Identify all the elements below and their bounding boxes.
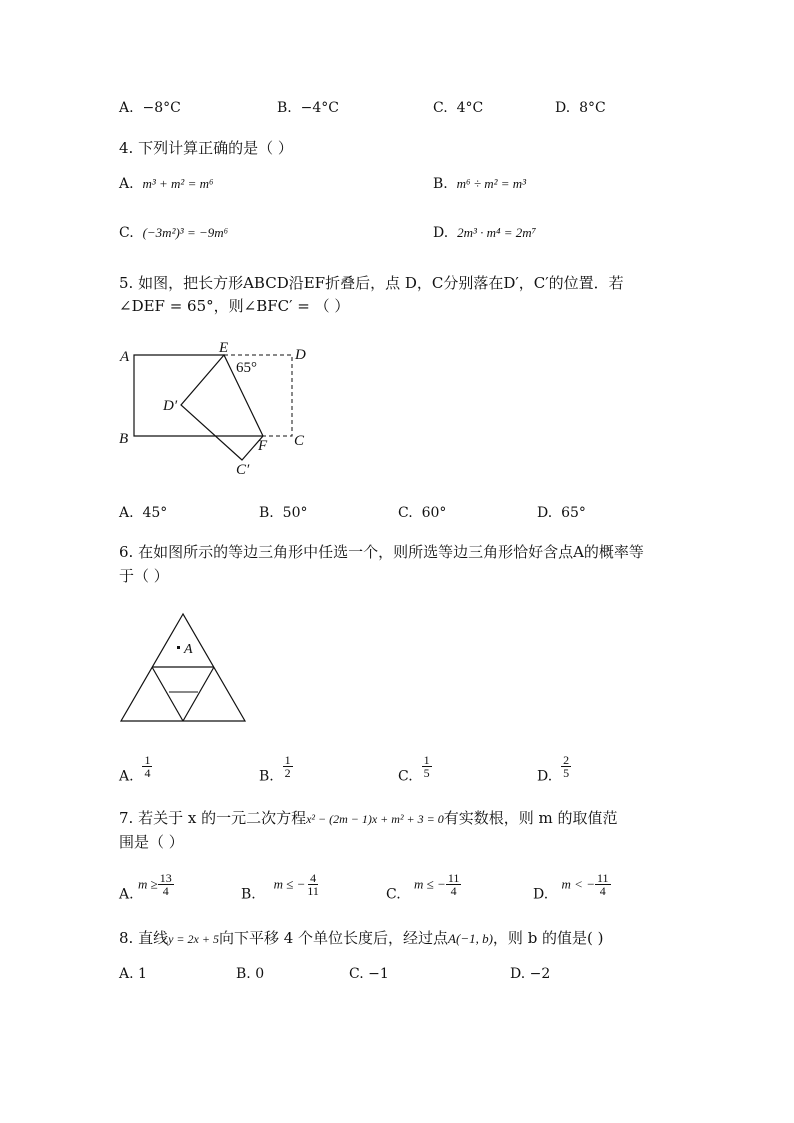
option-letter: D. [433, 225, 449, 241]
q8-option-a [119, 966, 147, 982]
q7-equation: x² − (2m − 1)x + m² + 3 = 0 [306, 812, 444, 826]
q3-option-b [277, 100, 339, 116]
denominator: 4 [450, 884, 457, 898]
q5-stem-line1: 5. 如图，把长方形ABCD沿EF折叠后，点 D，C分别落在D′，C′的位置．若 [119, 274, 624, 292]
label-a: A [184, 642, 193, 657]
q7-stem-line2: 围是（ ） [119, 833, 184, 851]
q5-option-b [259, 505, 307, 521]
q6-triangle-figure [115, 608, 255, 728]
q6-stem-line1: 6. 在如图所示的等边三角形中任选一个，则所选等边三角形恰好含点A的概率等 [119, 543, 644, 561]
option-letter: C. [386, 886, 401, 903]
option-letter: A. [119, 505, 134, 521]
q8-option-b [236, 966, 264, 982]
denominator: 4 [144, 766, 151, 780]
denominator: 11 [307, 884, 319, 898]
q8-line-equation: y = 2x + 5 [168, 932, 219, 946]
option-letter: B. [259, 505, 274, 521]
q4-stem: 4. 下列计算正确的是（ ） [119, 139, 293, 157]
label-d: D [295, 347, 306, 363]
q6-stem-line2: 于（ ） [119, 567, 169, 585]
label-a: A [120, 349, 130, 365]
q5-option-a [119, 505, 167, 521]
option-letter: C. [349, 966, 364, 982]
inner-left-line [152, 667, 183, 721]
q8-stem-pre: 8. 直线 [119, 929, 169, 947]
option-text: −2 [529, 966, 551, 982]
q8-stem-mid: 向下平移 4 个单位长度后，经过点 [218, 929, 449, 947]
option-lhs: m ≥ [138, 876, 158, 892]
option-text: 0 [255, 966, 265, 982]
option-text: −8°C [142, 100, 181, 116]
denominator: 2 [284, 766, 291, 780]
option-text: 1 [138, 966, 147, 982]
q6-option-a [119, 754, 152, 785]
q7-stem-pre: 7. 若关于 x 的一元二次方程 [119, 809, 307, 827]
numerator: 11 [596, 871, 609, 885]
q4-option-d [433, 225, 536, 241]
option-lhs: m ≤ − [273, 876, 306, 892]
fraction [422, 754, 432, 779]
q7-option-b [241, 872, 321, 903]
option-letter: A. [119, 176, 134, 192]
q4-option-a [119, 176, 214, 192]
numerator: 13 [159, 871, 172, 885]
q8-point: A(−1, b) [448, 931, 493, 946]
option-text: 50° [282, 505, 308, 521]
label-f: F [258, 438, 268, 454]
option-letter: D. [510, 966, 526, 982]
option-letter: A. [119, 966, 134, 982]
fraction [595, 872, 611, 897]
q7-option-d [533, 872, 611, 903]
denominator: 5 [563, 766, 570, 780]
option-letter: D. [533, 886, 549, 903]
numerator: 2 [563, 753, 570, 767]
q8-stem-post: ，则 b 的值是( ) [492, 929, 604, 947]
option-lhs: m < − [561, 876, 595, 892]
q4-option-b [433, 176, 526, 192]
option-text: −1 [368, 966, 389, 982]
fraction [305, 872, 321, 897]
option-letter: B. [259, 768, 274, 785]
inner-right-line [183, 667, 214, 721]
option-letter: B. [236, 966, 251, 982]
q8-option-c [349, 966, 389, 982]
q5-option-c [398, 505, 446, 521]
option-lhs: m ≤ − [414, 876, 446, 892]
q4-option-c [119, 225, 228, 241]
q8-option-d [510, 966, 550, 982]
option-text: 45° [142, 505, 168, 521]
label-angle-65: 65° [236, 360, 257, 376]
option-text: 65° [561, 505, 586, 521]
label-c: C [294, 433, 305, 449]
option-text: (−3m²)³ = −9m⁶ [142, 225, 229, 240]
option-letter: A. [119, 100, 134, 116]
option-letter: D. [537, 505, 553, 521]
option-letter: B. [433, 176, 448, 192]
q6-option-d [537, 754, 571, 785]
option-letter: A. [119, 768, 134, 785]
fraction [283, 754, 293, 779]
option-text: m³ + m² = m⁶ [142, 176, 214, 191]
numerator: 1 [423, 753, 430, 767]
option-letter: B. [277, 100, 292, 116]
rectangle-solid-edges [134, 355, 224, 436]
q8-stem [119, 927, 604, 948]
fraction [561, 754, 571, 779]
label-e: E [219, 340, 229, 356]
numerator: 1 [284, 753, 291, 767]
option-text: 8°C [579, 100, 606, 116]
option-text: 2m³ · m⁴ = 2m⁷ [457, 225, 537, 240]
q3-option-c [433, 100, 483, 116]
option-letter: C. [433, 100, 448, 116]
fraction [158, 872, 174, 897]
q7-option-c [386, 872, 461, 903]
option-letter: C. [119, 225, 134, 241]
option-letter: D. [537, 768, 553, 785]
point-a-dot [177, 646, 180, 649]
fraction [446, 872, 462, 897]
q7-option-a [119, 872, 174, 903]
numerator: 11 [447, 871, 460, 885]
q3-option-a [119, 100, 181, 116]
label-c-prime: C′ [236, 462, 250, 478]
q5-option-d [537, 505, 586, 521]
q5-fold-figure [110, 335, 340, 485]
denominator: 4 [162, 884, 169, 898]
q6-option-b [259, 754, 293, 785]
fraction [142, 754, 152, 779]
q7-stem-line1 [119, 807, 618, 828]
q6-option-c [398, 754, 432, 785]
option-text: 4°C [456, 100, 484, 116]
option-text: −4°C [300, 100, 340, 116]
q7-stem-post: 有实数根，则 m 的取值范 [443, 809, 618, 827]
option-text: m⁶ ÷ m² = m³ [456, 176, 527, 191]
label-b: B [119, 431, 129, 447]
numerator: 1 [144, 753, 151, 767]
option-letter: C. [398, 505, 413, 521]
q5-stem-line2: ∠DEF = 65°，则∠BFC′ = （ ） [119, 297, 350, 315]
denominator: 4 [599, 884, 606, 898]
denominator: 5 [423, 766, 430, 780]
q3-option-d [555, 100, 606, 116]
option-letter: D. [555, 100, 571, 116]
option-letter: A. [119, 886, 134, 903]
numerator: 4 [310, 871, 317, 885]
option-letter: B. [241, 886, 256, 903]
rectangle-dashed-edges [224, 355, 292, 436]
label-d-prime: D′ [163, 398, 178, 414]
option-text: 60° [421, 505, 447, 521]
option-letter: C. [398, 768, 413, 785]
